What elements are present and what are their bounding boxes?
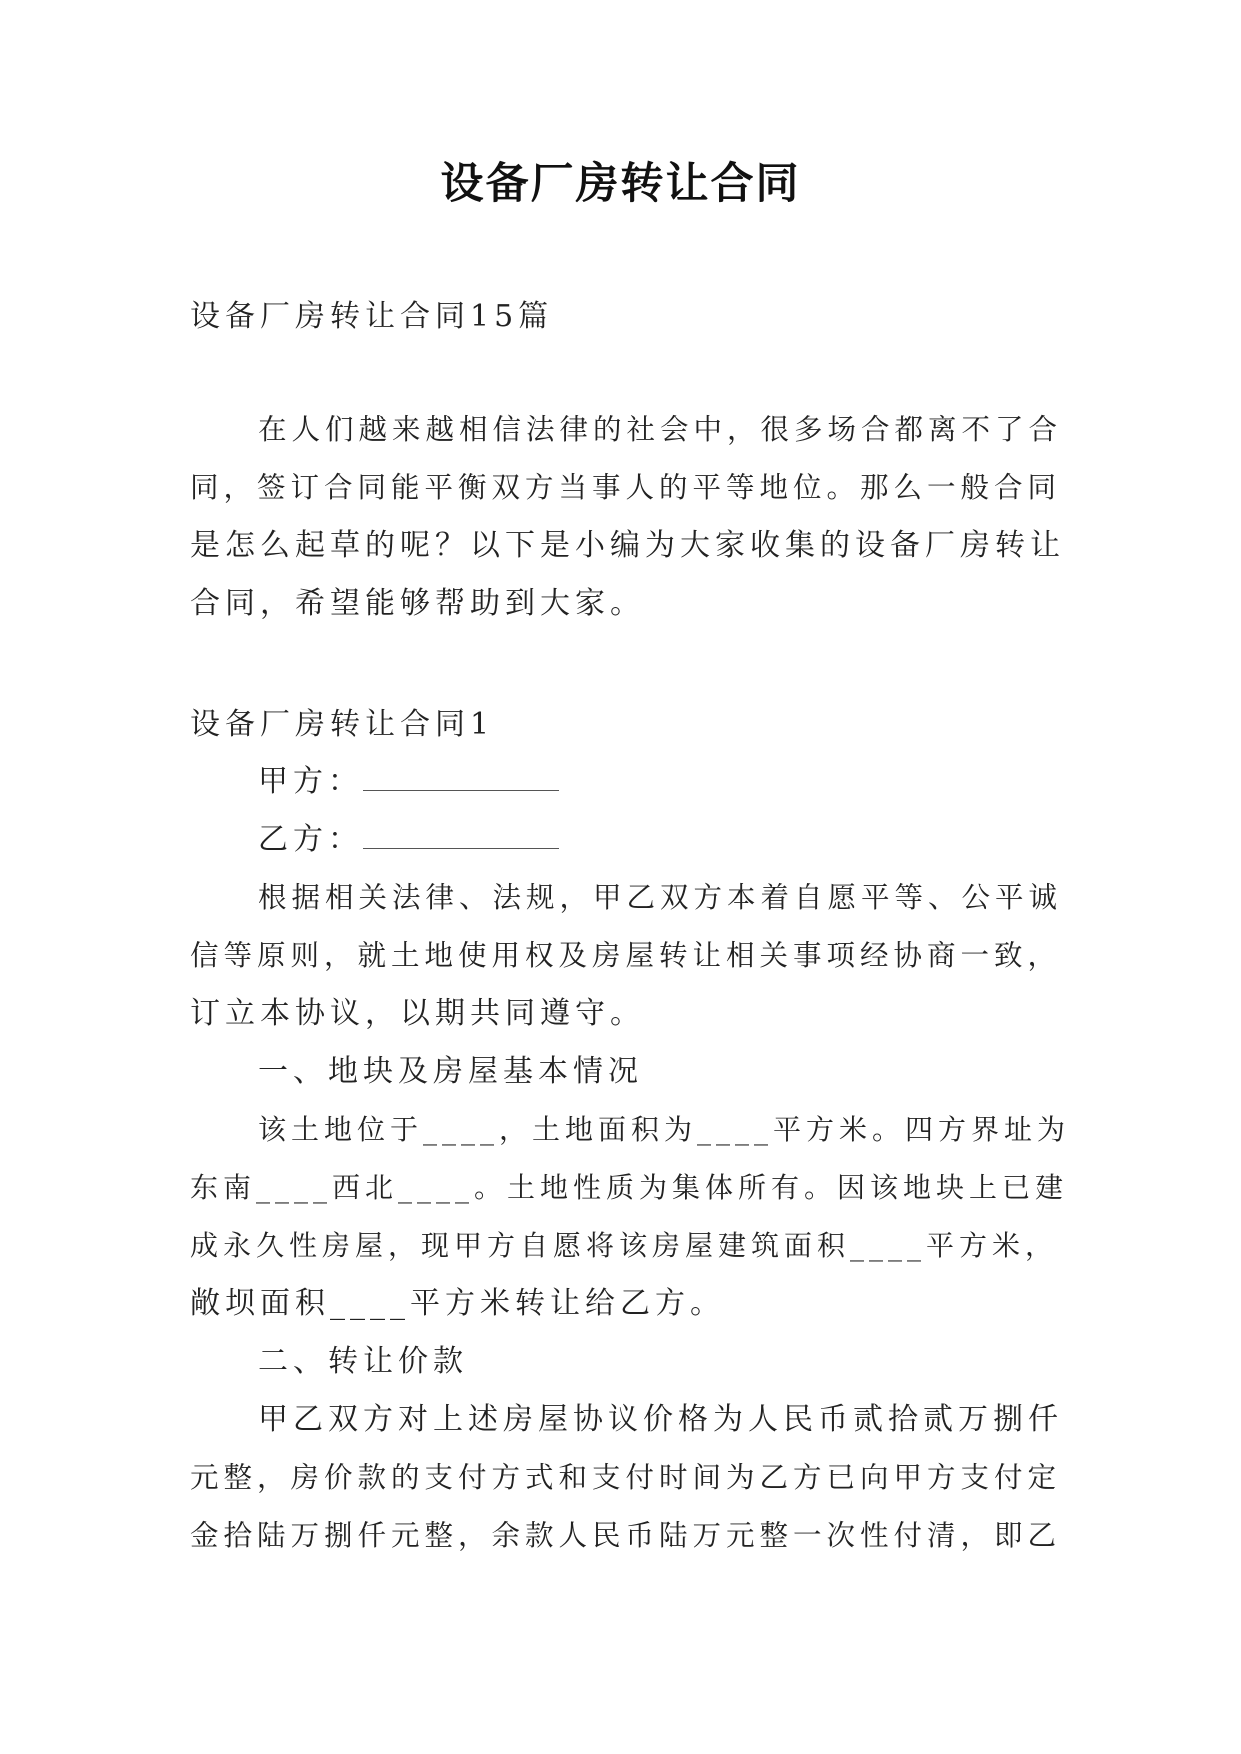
party-a-line xyxy=(258,762,559,802)
party-b-blank xyxy=(363,822,559,849)
intro-line-3: 是怎么起草的呢？以下是小编为大家收集的设备厂房转让 xyxy=(190,528,1065,563)
party-a-label: 甲方： xyxy=(258,764,363,799)
basis-line-1: 根据相关法律、法规，甲乙双方本着自愿平等、公平诚 xyxy=(258,881,1063,914)
section-1-line-1: 该土地位于____，土地面积为____平方米。四方界址为 xyxy=(258,1113,1071,1146)
intro-line-2: 同，签订合同能平衡双方当事人的平等地位。那么一般合同 xyxy=(190,471,1062,504)
section-1-heading: 一、地块及房屋基本情况 xyxy=(258,1054,643,1089)
section-1-line-3: 成永久性房屋，现甲方自愿将该房屋建筑面积____平方米， xyxy=(190,1229,1059,1262)
document-title: 设备厂房转让合同 xyxy=(440,159,801,209)
section-2-line-1: 甲乙双方对上述房屋协议价格为人民币贰拾贰万捌仟 xyxy=(258,1402,1063,1437)
party-a-blank xyxy=(363,764,559,791)
contract-1-heading: 设备厂房转让合同1 xyxy=(190,707,495,742)
section-2-line-2: 元整，房价款的支付方式和支付时间为乙方已向甲方支付定 xyxy=(190,1461,1062,1494)
basis-line-2: 信等原则，就土地使用权及房屋转让相关事项经协商一致， xyxy=(190,939,1062,972)
intro-line-4: 合同，希望能够帮助到大家。 xyxy=(190,586,645,621)
section-1-line-4: 敞坝面积____平方米转让给乙方。 xyxy=(190,1286,725,1321)
section-1-line-2: 东南____西北____。土地性质为集体所有。因该地块上已建 xyxy=(190,1171,1069,1204)
section-2-line-3: 金拾陆万捌仟元整，余款人民币陆万元整一次性付清，即乙 xyxy=(190,1519,1062,1552)
party-b-label: 乙方： xyxy=(258,822,363,857)
intro-line-1: 在人们越来越相信法律的社会中，很多场合都离不了合 xyxy=(258,413,1063,446)
party-b-line xyxy=(258,820,559,860)
basis-line-3: 订立本协议，以期共同遵守。 xyxy=(190,996,645,1031)
section-2-heading: 二、转让价款 xyxy=(258,1344,468,1379)
document-subtitle: 设备厂房转让合同15篇 xyxy=(190,299,554,334)
